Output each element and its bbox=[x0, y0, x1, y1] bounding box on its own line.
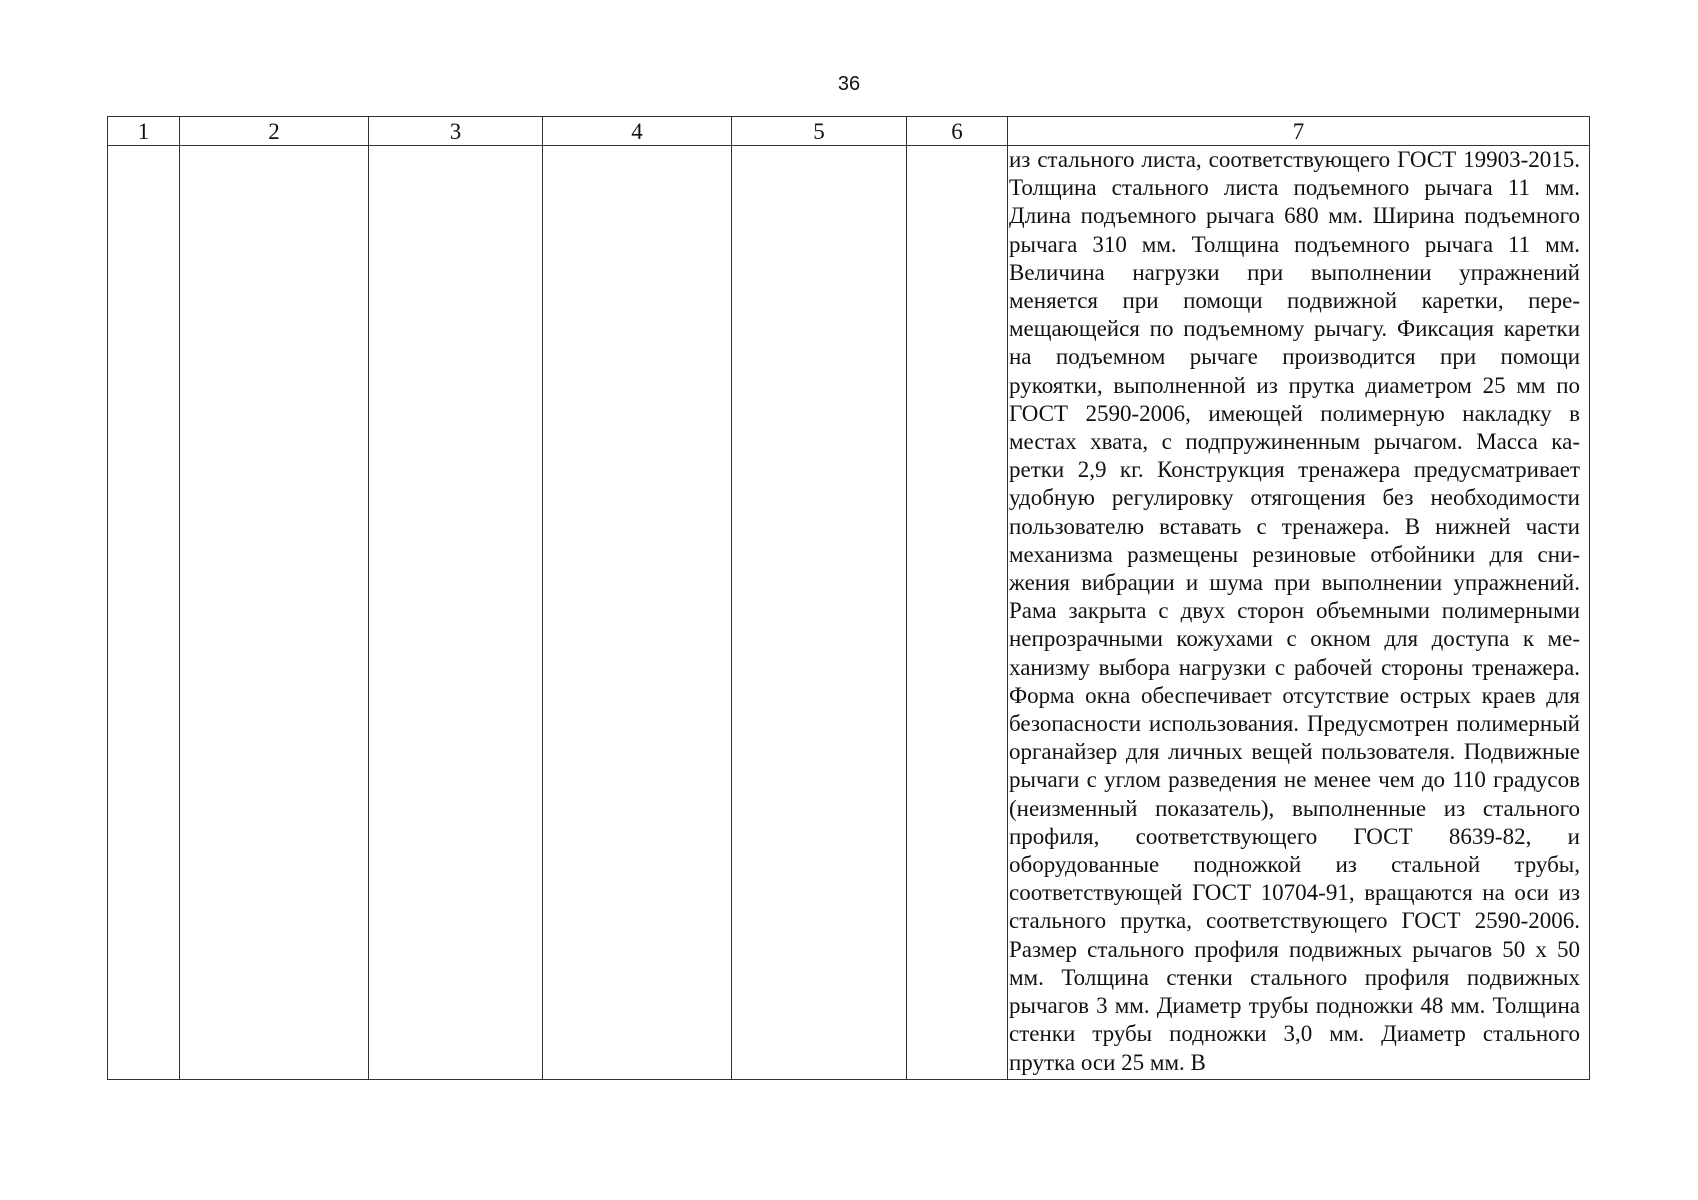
cell-col-6 bbox=[907, 146, 1008, 1080]
column-header-6: 6 bbox=[907, 117, 1008, 146]
column-header-5: 5 bbox=[732, 117, 907, 146]
table-row bbox=[108, 146, 1590, 1080]
cell-col-5 bbox=[732, 146, 907, 1080]
cell-col-2 bbox=[180, 146, 369, 1080]
table-header-row bbox=[108, 117, 1590, 146]
page-number: 36 bbox=[837, 73, 861, 95]
column-header-7: 7 bbox=[1008, 117, 1590, 146]
cell-col-4 bbox=[543, 146, 732, 1080]
column-header-1: 1 bbox=[108, 117, 180, 146]
cell-col-3 bbox=[369, 146, 543, 1080]
cell-col-1 bbox=[108, 146, 180, 1080]
specification-table bbox=[107, 116, 1590, 1080]
column-header-3: 3 bbox=[369, 117, 543, 146]
column-header-2: 2 bbox=[180, 117, 369, 146]
column-header-4: 4 bbox=[543, 117, 732, 146]
cell-col-7-description bbox=[1008, 146, 1590, 1080]
description-text: из стального листа, соответствующего ГОСТ 19903-2015. Толщина стального листа подъемного рычага 11 мм. Длина подъемного рычага 680 мм. Ширина подъемного рычага 310 мм. Толщина подъемного рычага 11 мм. Величина нагрузки при выполнении упражнений меняется при помощи подвижной каретки, перемещающейся по подъемному рычагу. Фиксация каретки на подъемном рычаге производится при помощи рукоятки, выполненной из прутка диаметром 25 мм по ГОСТ 2590-2006, имеющей полимерную накладку в местах хвата, с подпружиненным рычагом. Масса каретки 2,9 кг. Конструкция тренажера предусматривает удобную регулировку отягощения без необходимости пользователю вставать с тренажера. В нижней части механизма размещены резиновые отбойники для снижения вибрации и шума при выполнении упражнений. Рама закрыта с двух сторон объемными полимерными непрозрачными кожухами с окном для доступа к механизму выбора нагрузки с рабочей стороны тренажера. Форма окна обеспечивает отсутствие острых краев для безопасности использования. Предусмотрен полимерный органайзер для личных вещей пользователя. Подвижные рычаги с углом разведения не менее чем до 110 градусов (неизменный показатель), выполненные из стального профиля, соответствующего ГОСТ 8639-82, и оборудованные подножкой из стальной трубы, соответствующей ГОСТ 10704-91, вращаются на оси из стального прутка, соответствующего ГОСТ 2590-2006. Размер стального профиля подвижных рычагов 50 х 50 мм. Толщина стенки стального профиля подвижных рычагов 3 мм. Диаметр трубы подножки 48 мм. Толщина стенки трубы подножки 3,0 мм. Диаметр стального прутка оси 25 мм. В bbox=[1009, 147, 1580, 1075]
